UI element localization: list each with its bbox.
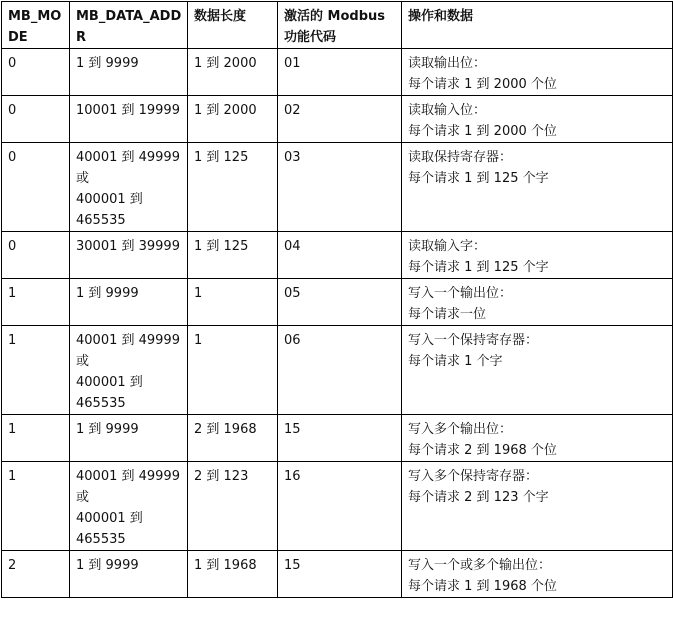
- cell-function-code: [278, 415, 402, 462]
- table-row: [2, 232, 673, 279]
- cell-mb-data-addr-text: 10001 到 19999: [76, 103, 180, 118]
- cell-operation-data-text: 每个请求 1 个字: [408, 354, 503, 369]
- cell-mb-mode: [2, 462, 70, 551]
- cell-function-code-text: 15: [284, 558, 301, 573]
- cell-data-length: [188, 232, 278, 279]
- cell-mb-data-addr-text: 465535: [76, 396, 126, 411]
- cell-mb-data-addr: [70, 232, 188, 279]
- table-row: [2, 143, 673, 232]
- cell-function-code: [278, 96, 402, 143]
- cell-function-code-text: 03: [284, 150, 301, 165]
- cell-operation-data-text: 写入多个输出位：: [408, 422, 513, 437]
- cell-operation-data-text: 读取保持寄存器：: [408, 150, 513, 165]
- cell-data-length: [188, 462, 278, 551]
- header-row: [2, 2, 673, 49]
- cell-operation-data-text: 每个请求 2 到 1968 个位: [408, 443, 557, 458]
- cell-data-length-text: 1 到 125: [194, 150, 249, 165]
- cell-data-length: [188, 279, 278, 326]
- table-row: [2, 49, 673, 96]
- cell-operation-data-text: 每个请求 1 到 2000 个位: [408, 77, 557, 92]
- cell-operation-data-text: 读取输入字：: [408, 239, 487, 254]
- cell-mb-mode: [2, 415, 70, 462]
- cell-operation-data: [402, 49, 673, 96]
- cell-function-code: [278, 143, 402, 232]
- cell-function-code: [278, 232, 402, 279]
- cell-mb-mode-text: 1: [8, 333, 17, 348]
- cell-data-length: [188, 49, 278, 96]
- cell-function-code-text: 15: [284, 422, 301, 437]
- cell-operation-data-text: 每个请求 1 到 2000 个位: [408, 124, 557, 139]
- cell-data-length-text: 1: [194, 333, 203, 348]
- cell-data-length-text: 2 到 1968: [194, 422, 257, 437]
- cell-operation-data-text: 写入一个输出位：: [408, 286, 513, 301]
- cell-operation-data-text: 每个请求一位: [408, 307, 487, 322]
- cell-mb-data-addr-text: 1 到 9999: [76, 422, 139, 437]
- cell-mb-data-addr-text: 465535: [76, 213, 126, 228]
- cell-function-code-text: 06: [284, 333, 301, 348]
- cell-operation-data: [402, 232, 673, 279]
- cell-mb-mode-text: 1: [8, 286, 17, 301]
- cell-mb-mode: [2, 96, 70, 143]
- cell-mb-mode: [2, 143, 70, 232]
- cell-operation-data-text: 每个请求 1 到 125 个字: [408, 171, 549, 186]
- table-row: [2, 462, 673, 551]
- cell-mb-data-addr-text: 1 到 9999: [76, 286, 139, 301]
- header-function-code: 激活的 Modbus 功能代码: [278, 2, 402, 49]
- cell-mb-data-addr-text: 465535: [76, 532, 126, 547]
- cell-mb-data-addr-text: 400001 到: [76, 511, 143, 526]
- cell-mb-mode-text: 1: [8, 422, 17, 437]
- cell-mb-data-addr-text: 30001 到 39999: [76, 239, 180, 254]
- cell-mb-data-addr-text: 40001 到 49999: [76, 150, 180, 165]
- table-row: [2, 326, 673, 415]
- cell-mb-data-addr-text: 或: [76, 490, 90, 505]
- cell-mb-mode-text: 2: [8, 558, 17, 573]
- table-row: [2, 279, 673, 326]
- cell-function-code-text: 05: [284, 286, 301, 301]
- modbus-function-table: [1, 1, 673, 598]
- cell-function-code-text: 01: [284, 56, 301, 71]
- cell-mb-data-addr-text: 40001 到 49999: [76, 333, 180, 348]
- cell-mb-data-addr-text: 或: [76, 354, 90, 369]
- cell-data-length: [188, 551, 278, 598]
- cell-operation-data: [402, 326, 673, 415]
- table-row: [2, 96, 673, 143]
- cell-mb-data-addr: [70, 326, 188, 415]
- header-mb-mode: MB_MODE: [2, 2, 70, 49]
- cell-mb-data-addr: [70, 143, 188, 232]
- cell-operation-data-text: 写入一个保持寄存器：: [408, 333, 539, 348]
- cell-operation-data: [402, 551, 673, 598]
- cell-function-code-text: 16: [284, 469, 301, 484]
- cell-mb-data-addr: [70, 96, 188, 143]
- cell-data-length-text: 1 到 2000: [194, 56, 257, 71]
- cell-data-length: [188, 96, 278, 143]
- cell-mb-data-addr: [70, 462, 188, 551]
- cell-mb-data-addr-text: 1 到 9999: [76, 56, 139, 71]
- cell-mb-mode-text: 0: [8, 56, 17, 71]
- cell-mb-data-addr-text: 400001 到: [76, 375, 143, 390]
- cell-mb-mode: [2, 551, 70, 598]
- cell-operation-data: [402, 415, 673, 462]
- cell-function-code: [278, 326, 402, 415]
- cell-operation-data-text: 写入多个保持寄存器：: [408, 469, 539, 484]
- cell-data-length-text: 1 到 2000: [194, 103, 257, 118]
- cell-mb-data-addr: [70, 279, 188, 326]
- cell-mb-mode: [2, 49, 70, 96]
- cell-data-length-text: 1: [194, 286, 203, 301]
- cell-mb-data-addr: [70, 415, 188, 462]
- cell-data-length: [188, 415, 278, 462]
- cell-data-length-text: 2 到 123: [194, 469, 249, 484]
- cell-data-length-text: 1 到 125: [194, 239, 249, 254]
- cell-operation-data: [402, 279, 673, 326]
- cell-operation-data: [402, 96, 673, 143]
- cell-data-length: [188, 143, 278, 232]
- cell-operation-data-text: 读取输入位：: [408, 103, 487, 118]
- cell-mb-mode: [2, 279, 70, 326]
- cell-mb-data-addr-text: 40001 到 49999: [76, 469, 180, 484]
- table-header: [2, 2, 673, 49]
- cell-data-length: [188, 326, 278, 415]
- cell-function-code: [278, 279, 402, 326]
- cell-mb-data-addr: [70, 551, 188, 598]
- cell-function-code: [278, 462, 402, 551]
- cell-mb-mode-text: 0: [8, 150, 17, 165]
- cell-function-code-text: 02: [284, 103, 301, 118]
- header-operation-data: 操作和数据: [402, 2, 673, 49]
- table-body: [2, 49, 673, 598]
- cell-data-length-text: 1 到 1968: [194, 558, 257, 573]
- cell-mb-mode: [2, 232, 70, 279]
- cell-mb-data-addr-text: 或: [76, 171, 90, 186]
- cell-mb-data-addr: [70, 49, 188, 96]
- cell-mb-data-addr-text: 400001 到: [76, 192, 143, 207]
- cell-operation-data-text: 每个请求 1 到 1968 个位: [408, 579, 557, 594]
- header-mb-data-addr: MB_DATA_ADDR: [70, 2, 188, 49]
- cell-function-code: [278, 49, 402, 96]
- cell-operation-data: [402, 462, 673, 551]
- cell-operation-data-text: 写入一个或多个输出位：: [408, 558, 552, 573]
- cell-mb-mode: [2, 326, 70, 415]
- cell-function-code-text: 04: [284, 239, 301, 254]
- cell-mb-mode-text: 1: [8, 469, 17, 484]
- cell-function-code: [278, 551, 402, 598]
- table-row: [2, 415, 673, 462]
- cell-mb-mode-text: 0: [8, 103, 17, 118]
- table-row: [2, 551, 673, 598]
- cell-mb-data-addr-text: 1 到 9999: [76, 558, 139, 573]
- header-data-length: 数据长度: [188, 2, 278, 49]
- cell-operation-data: [402, 143, 673, 232]
- cell-operation-data-text: 每个请求 1 到 125 个字: [408, 260, 549, 275]
- cell-operation-data-text: 读取输出位：: [408, 56, 487, 71]
- cell-operation-data-text: 每个请求 2 到 123 个字: [408, 490, 549, 505]
- cell-mb-mode-text: 0: [8, 239, 17, 254]
